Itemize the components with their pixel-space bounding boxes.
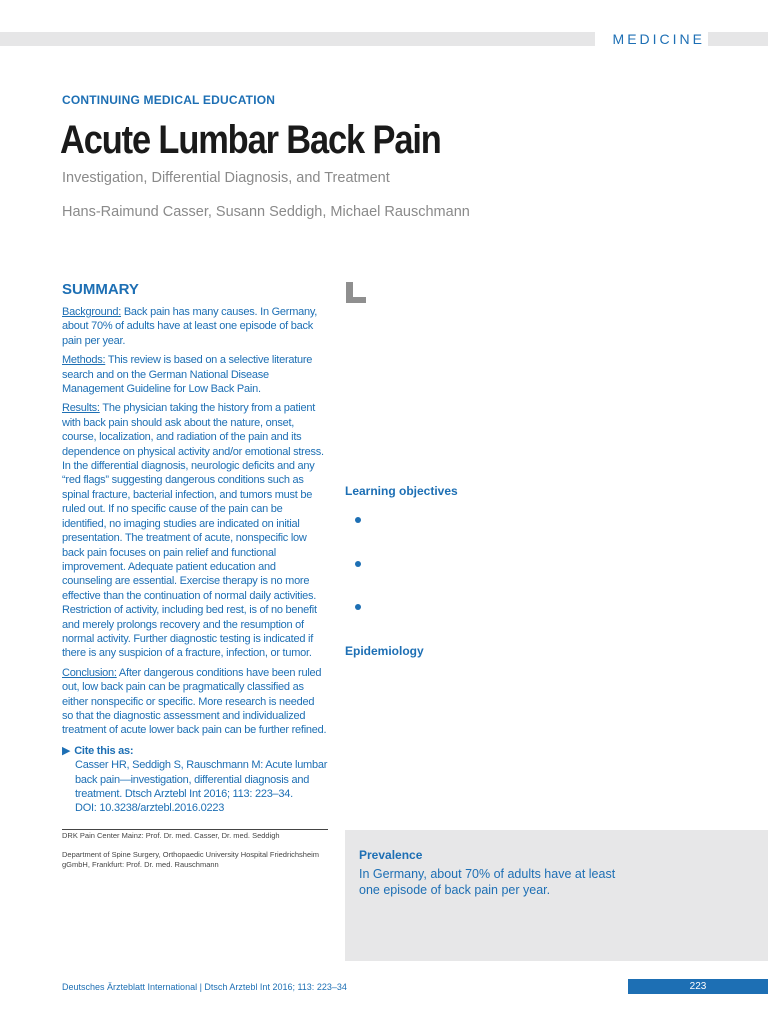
citation-doi: DOI: 10.3238/arztebl.2016.0223 <box>75 802 225 815</box>
summary-conclusion <box>62 666 328 738</box>
summary-heading: SUMMARY <box>62 281 139 298</box>
citation-text <box>62 758 328 816</box>
epidemiology-heading: Epidemiology <box>345 644 424 658</box>
citation-heading-text: Cite this as: <box>74 744 134 757</box>
prevalence-heading: Prevalence <box>359 848 423 862</box>
summary-label: Results: <box>62 402 100 415</box>
affiliation-2: Department of Spine Surgery, Orthopaedic University Hospital Friedrichsheim gGmbH, Frankfurt: Prof. Dr. med. Rauschmann <box>62 850 320 869</box>
prevalence-text: In Germany, about 70% of adults have at least one episode of back pain per year. <box>359 867 616 897</box>
learning-objectives-heading: Learning objectives <box>345 484 458 498</box>
summary-text: The physician taking the history from a patient with back pain should ask about the nature, onset, course, localization, and radiation of the pain and its dependence on physical activity and/or emotional stress. In the differential diagnosis, neurologic deficits and any “red flags” suggesting dangerous conditions such as spinal fracture, bacterial infection, and tumors must be ruled out. If no specific cause of the pain can be identified, no imaging studies are indicated on initial presentation. The treatment of acute, nonspecific low back pain focuses on pain relief and functional improvement. Adequate patient education and counseling are essential. Exercise therapy is no more effective than the continuation of normal daily activities. Restriction of activity, including bed rest, is of no benefit and merely prolongs recovery and the resumption of normal activity. Further diagnostic testing is indicated if there is any suspicion of a fracture, infection, or tumor. <box>62 402 324 660</box>
bullet-icon <box>355 604 361 610</box>
page-number-box <box>628 979 768 994</box>
citation-line: treatment. Dtsch Arztebl Int 2016; 113: 223–34. <box>75 788 293 800</box>
article-title: Acute Lumbar Back Pain <box>60 118 441 162</box>
citation-line: Casser HR, Seddigh S, Rauschmann M: Acute lumbar <box>75 759 328 772</box>
citation-line: back pain—investigation, differential diagnosis and <box>75 773 310 786</box>
page-number: 223 <box>689 981 707 992</box>
summary-background <box>62 305 328 348</box>
summary-results <box>62 401 328 660</box>
summary-column <box>62 281 328 816</box>
kicker: CONTINUING MEDICAL EDUCATION <box>62 93 276 107</box>
citation-block <box>62 744 328 816</box>
affiliation-divider <box>62 829 328 830</box>
summary-text: This review is based on a selective literature search and on the German National Disease Management Guideline for Low Back Pain. <box>62 354 313 396</box>
bullet-icon <box>355 517 361 523</box>
summary-label: Background: <box>62 306 122 318</box>
article-subtitle: Investigation, Differential Diagnosis, and Treatment <box>62 170 390 186</box>
bullet-icon <box>355 561 361 567</box>
drop-cap-foot <box>346 297 366 303</box>
triangle-right-icon: ▶ <box>62 744 71 757</box>
summary-text: After dangerous conditions have been ruled out, low back pain can be pragmatically classified as either nonspecific or specific. More research is needed so that the diagnostic assessment and individualized treatment of acute lower back pain can be further refined. <box>62 666 327 737</box>
prevalence-box <box>345 830 768 961</box>
drop-cap-l <box>346 282 366 303</box>
affiliation-1: DRK Pain Center Mainz: Prof. Dr. med. Casser, Dr. med. Seddigh <box>62 831 280 840</box>
summary-label: Methods: <box>62 354 106 367</box>
footer-citation: Deutsches Ärzteblatt International | Dtsch Arztebl Int 2016; 113: 223–34 <box>62 982 347 992</box>
summary-methods <box>62 353 328 396</box>
summary-label: Conclusion: <box>62 666 117 679</box>
summary-text: Back pain has many causes. In Germany, about 70% of adults have at least one episode of back pain per year. <box>62 306 318 347</box>
section-label: MEDICINE <box>595 29 708 49</box>
citation-heading <box>62 744 328 758</box>
author-list: Hans-Raimund Casser, Susann Seddigh, Michael Rauschmann <box>62 204 470 220</box>
